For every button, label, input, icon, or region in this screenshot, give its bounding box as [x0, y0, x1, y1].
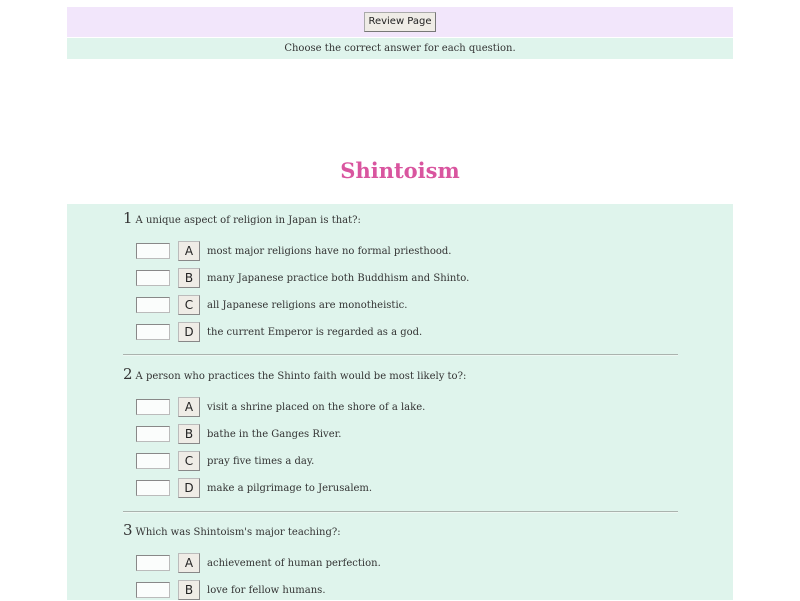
- option-a-button[interactable]: A: [178, 241, 200, 261]
- top-bar: [67, 7, 733, 37]
- question-number: 2: [123, 365, 133, 383]
- option-a-button[interactable]: A: [178, 553, 200, 573]
- option-c-button[interactable]: C: [178, 451, 200, 471]
- option-text: achievement of human perfection.: [207, 557, 381, 569]
- option-row: [136, 450, 314, 472]
- question-text: A person who practices the Shinto faith would be most likely to?:: [135, 371, 467, 382]
- quiz-title: Shintoism: [340, 158, 460, 183]
- option-b-button[interactable]: B: [178, 424, 200, 444]
- answer-input[interactable]: [136, 324, 170, 340]
- option-b-button[interactable]: B: [178, 580, 200, 600]
- answer-input[interactable]: [136, 480, 170, 496]
- answer-input[interactable]: [136, 399, 170, 415]
- question-divider: [123, 354, 678, 356]
- option-row: [136, 396, 425, 418]
- answer-input[interactable]: [136, 582, 170, 598]
- option-text: bathe in the Ganges River.: [207, 428, 342, 440]
- question-text: A unique aspect of religion in Japan is that?:: [135, 215, 361, 226]
- option-text: pray five times a day.: [207, 455, 315, 467]
- option-text: visit a shrine placed on the shore of a lake.: [207, 401, 426, 413]
- option-a-button[interactable]: A: [178, 397, 200, 417]
- option-row: [136, 321, 422, 343]
- option-text: most major religions have no formal priesthood.: [207, 245, 452, 257]
- question-3: [123, 521, 678, 541]
- option-d-button[interactable]: D: [178, 322, 200, 342]
- answer-input[interactable]: [136, 426, 170, 442]
- instructions-text: Choose the correct answer for each question.: [284, 43, 516, 54]
- answer-input[interactable]: [136, 297, 170, 313]
- option-row: [136, 267, 469, 289]
- option-text: make a pilgrimage to Jerusalem.: [207, 482, 373, 494]
- option-text: many Japanese practice both Buddhism and Shinto.: [207, 272, 470, 284]
- option-text: the current Emperor is regarded as a god.: [207, 326, 423, 338]
- option-d-button[interactable]: D: [178, 478, 200, 498]
- option-text: love for fellow humans.: [207, 584, 326, 596]
- question-divider: [123, 511, 678, 513]
- question-text: Which was Shintoism's major teaching?:: [135, 527, 341, 538]
- question-1: [123, 209, 678, 229]
- option-b-button[interactable]: B: [178, 268, 200, 288]
- option-row: [136, 294, 407, 316]
- question-2: [123, 365, 678, 385]
- review-page-button[interactable]: Review Page: [364, 12, 435, 32]
- option-row: [136, 240, 451, 262]
- option-c-button[interactable]: C: [178, 295, 200, 315]
- questions-panel: [67, 204, 733, 600]
- option-row: [136, 423, 341, 445]
- option-text: all Japanese religions are monotheistic.: [207, 299, 408, 311]
- answer-input[interactable]: [136, 555, 170, 571]
- option-row: [136, 579, 326, 601]
- question-number: 1: [123, 209, 133, 227]
- answer-input[interactable]: [136, 453, 170, 469]
- option-row: [136, 477, 372, 499]
- question-number: 3: [123, 521, 133, 539]
- instructions-bar: [67, 38, 733, 59]
- answer-input[interactable]: [136, 243, 170, 259]
- answer-input[interactable]: [136, 270, 170, 286]
- option-row: [136, 552, 381, 574]
